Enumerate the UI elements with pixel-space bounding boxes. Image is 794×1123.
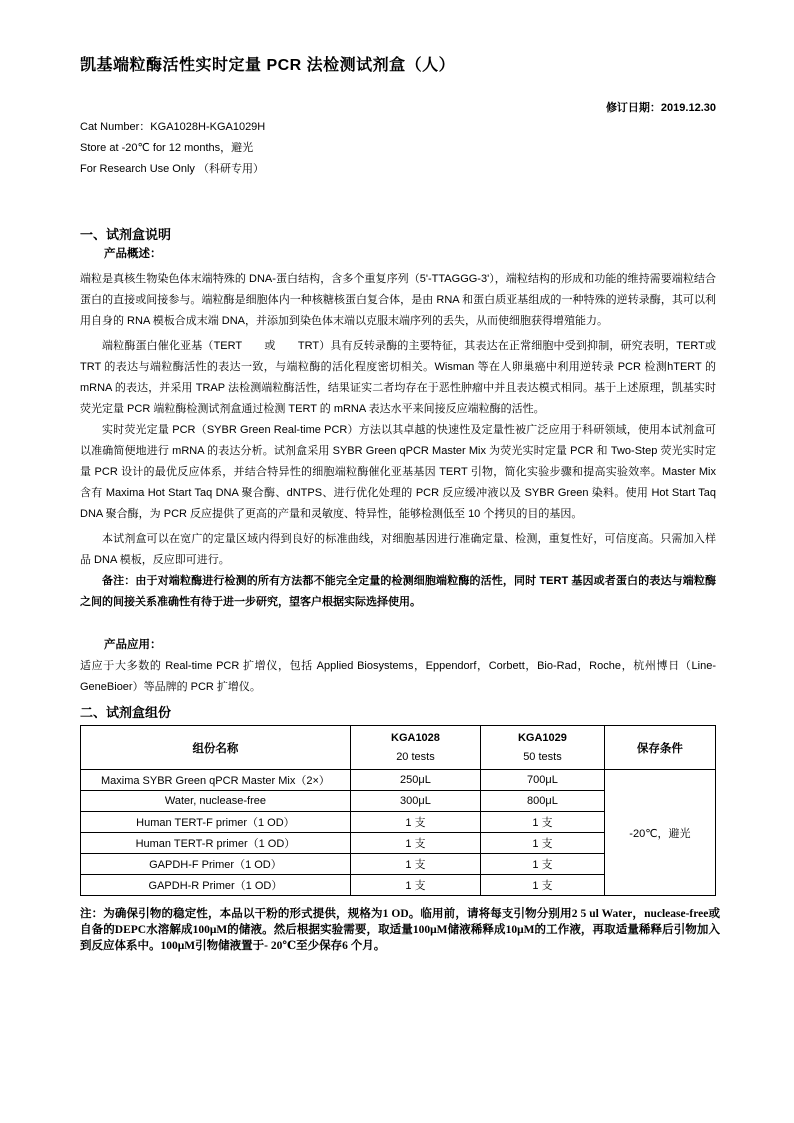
component-name-cell: Water, nuclease-free	[81, 791, 351, 812]
storage-condition-line: Store at -20℃ for 12 months，避光	[80, 142, 254, 154]
section2-heading: 二、试剂盒组份	[80, 705, 172, 720]
kga1028-value-cell: 1 支	[350, 812, 480, 833]
revision-date: 修订日期：2019.12.30	[605, 102, 716, 114]
kit-components-table	[80, 725, 716, 896]
remark-paragraph: 备注：由于对端粒酶进行检测的所有方法都不能完全定量的检测细胞端粒酶的活性，同时 TERT 基因或者蛋白的表达与端粒酶之间的间接关系准确性有待于进一步研究，望客户根据实际选择使用。	[80, 575, 716, 608]
overview-paragraph-2: 端粒酶蛋白催化亚基（TERT 或 TRT）具有反转录酶的主要特征，其表达在正常细胞中受到抑制，研究表明，TERT或 TRT 的表达与端粒酶活性的表达一致，与端粒酶的活化程度密切相关。Wisman 等在人卵巢癌中利用逆转录 PCR 检测hTERT 的 mRNA 的表达，并采用 TRAP 法检测端粒酶活性，结果证实二者均存在于恶性肿瘤中并且表达模式相同。基于上述原理，凯基实时荧光定量 PCR 端粒酶检测试剂盒通过检测 TERT 的 mRNA 表达水平来间接反应端粒酶的活性。	[80, 340, 716, 415]
kga1029-tests-label: 50 tests	[523, 750, 562, 763]
col-header-kga1028	[350, 726, 480, 770]
kga1029-value-cell: 800μL	[481, 791, 605, 812]
kga1029-code-label: KGA1029	[517, 731, 567, 744]
kga1028-value-cell: 300μL	[350, 791, 480, 812]
section1-heading: 一、试剂盒说明	[80, 227, 172, 242]
kga1029-value-cell: 1 支	[481, 833, 605, 854]
storage-condition-cell: -20℃，避光	[604, 770, 715, 896]
component-header-label: 组份名称	[192, 742, 239, 755]
component-name-cell: Human TERT-R primer（1 OD）	[81, 833, 351, 854]
component-name-cell: GAPDH-R Primer（1 OD）	[81, 875, 351, 896]
component-name-cell: GAPDH-F Primer（1 OD）	[81, 854, 351, 875]
product-info-block	[80, 117, 716, 180]
kga1028-tests-label: 20 tests	[396, 750, 435, 763]
kga1029-value-cell: 700μL	[481, 770, 605, 791]
application-paragraph: 适应于大多数的 Real-time PCR 扩增仪，包括 Applied Biosystems，Eppendorf，Corbett，Bio-Rad，Roche，杭州博日（Line-GeneBioer）等品牌的 PCR 扩增仪。	[80, 660, 716, 693]
col-header-kga1029	[481, 726, 605, 770]
kga1028-value-cell: 1 支	[350, 875, 480, 896]
kga1028-value-cell: 250μL	[350, 770, 480, 791]
overview-paragraph-3: 实时荧光定量 PCR（SYBR Green Real-time PCR）方法以其卓越的快速性及定量性被广泛应用于科研领域，使用本试剂盒可以准确简便地进行 mRNA 的表达分析。试剂盒采用 SYBR Green qPCR Master Mix 为荧光实时定量 PCR 和 Two-Step 荧光实时定量 PCR 设计的最优反应体系，并结合特异性的细胞端粒酶催化亚基基因 TERT 引物，简化实验步骤和提高实验效率。Master Mix 含有 Maxima Hot Start Taq DNA 聚合酶、dNTPS、进行优化处理的 PCR 反应缓冲液以及 SYBR Green 染料。使用 Hot Start Taq DNA 聚合酶，为 PCR 反应提供了更高的产量和灵敏度、特异性，能够检测低至 10 个拷贝的目的基因。	[80, 424, 716, 520]
storage-header-label: 保存条件	[636, 742, 683, 755]
col-header-component	[81, 726, 351, 770]
kga1029-value-cell: 1 支	[481, 875, 605, 896]
col-header-storage	[604, 726, 715, 770]
application-label: 产品应用：	[104, 639, 162, 651]
page-title: 凯基端粒酶活性实时定量 PCR 法检测试剂盒（人）	[80, 57, 456, 74]
kga1029-value-cell: 1 支	[481, 854, 605, 875]
table-row	[81, 770, 716, 791]
overview-paragraph-4: 本试剂盒可以在宽广的定量区域内得到良好的标准曲线，对细胞基因进行准确定量、检测，重复性好，可信度高。只需加入样品 DNA 模板，反应即可进行。	[80, 533, 716, 566]
kga1028-value-cell: 1 支	[350, 833, 480, 854]
overview-label: 产品概述：	[104, 248, 162, 260]
table-header-row	[81, 726, 716, 770]
kga1028-value-cell: 1 支	[350, 854, 480, 875]
overview-paragraph-1: 端粒是真核生物染色体末端特殊的 DNA-蛋白结构，含多个重复序列（5'-TTAGGG-3'），端粒结构的形成和功能的维持需要端粒结合蛋白的直接或间接参与。端粒酶是细胞体内一种核糖核蛋白复合体，是由 RNA 和蛋白质亚基组成的一种特殊的逆转录酶，其可以利用自身的 RNA 模板合成末端 DNA，并添加到染色体末端以克服末端序列的丢失，从而使细胞获得增殖能力。	[80, 273, 716, 327]
kga1028-code-label: KGA1028	[391, 731, 440, 744]
cat-number: Cat Number：KGA1028H-KGA1029H	[80, 121, 266, 133]
research-use-line: For Research Use Only （科研专用）	[80, 163, 264, 175]
component-name-cell: Maxima SYBR Green qPCR Master Mix（2×）	[81, 770, 351, 791]
component-name-cell: Human TERT-F primer（1 OD）	[81, 812, 351, 833]
primer-preparation-note: 注：为确保引物的稳定性，本品以干粉的形式提供，规格为1 OD。临用前，请将每支引物分别用2 5 ul Water，nuclease-free或自备的DEPC水溶解成100μM的储液。然后根据实验需要，取适量100μM储液稀释成10μM的工作液，再取适量稀释后引物加入到反应体系中。100μM引物储液置于- 20℃至少保存6 个月。	[80, 908, 720, 952]
kga1029-value-cell: 1 支	[481, 812, 605, 833]
